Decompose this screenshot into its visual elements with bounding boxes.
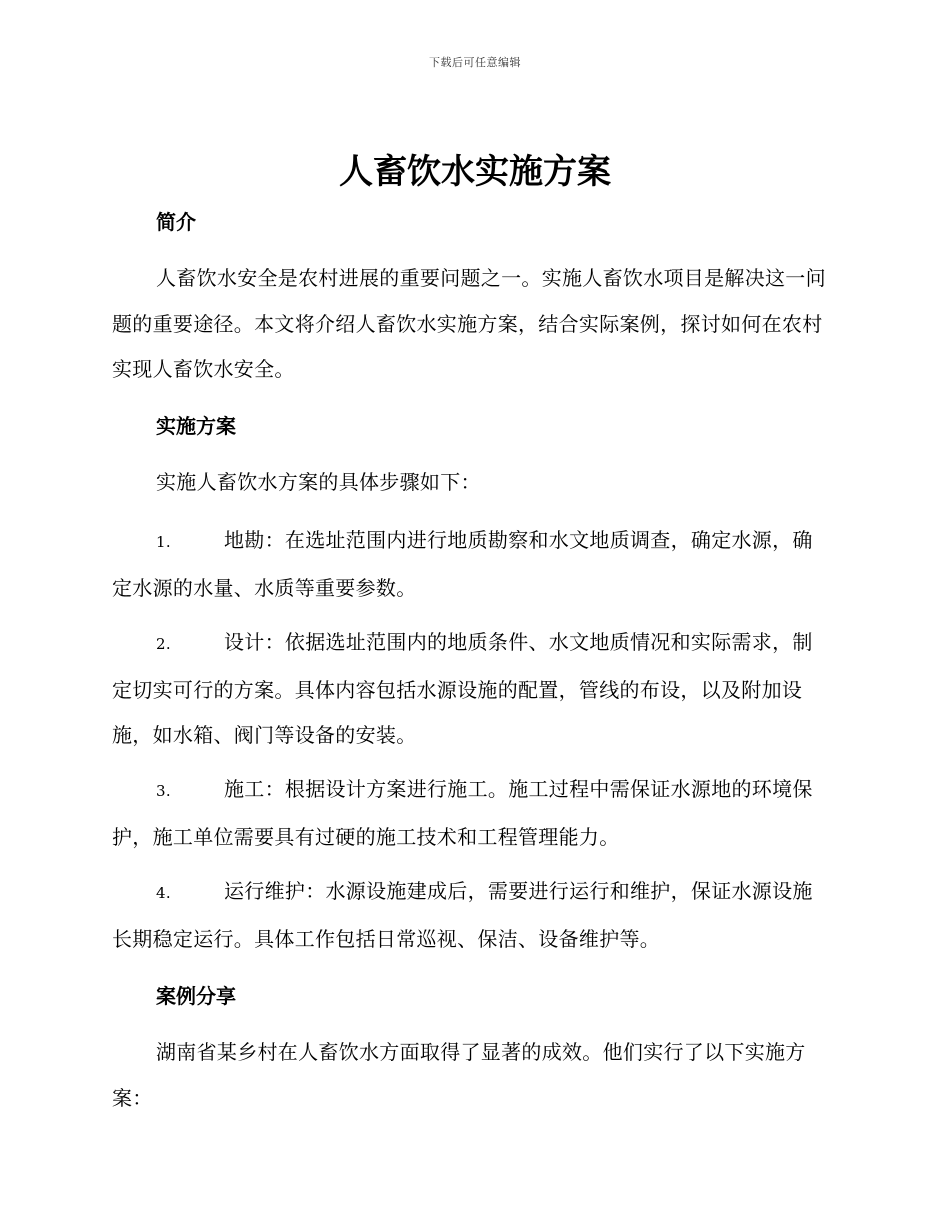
list-item (112, 518, 832, 611)
list-item-text: 地勘：在选址范围内进行地质勘察和水文地质调查，确定水源，确定水源的水量、水质等重要参数。 (112, 528, 813, 600)
plan-intro-paragraph: 实施人畜饮水方案的具体步骤如下： (156, 470, 481, 494)
section-heading-case: 案例分享 (156, 984, 236, 1008)
list-item-number: 3. (156, 782, 171, 800)
intro-paragraph: 人畜饮水安全是农村进展的重要问题之一。实施人畜饮水项目是解决这一问题的重要途径。本文将介绍人畜饮水实施方案，结合实际案例，探讨如何在农村实现人畜饮水安全。 (112, 266, 826, 381)
list-item (112, 869, 832, 962)
list-item (112, 620, 832, 759)
list-item-text: 设计：依据选址范围内的地质条件、水文地质情况和实际需求，制定切实可行的方案。具体内容包括水源设施的配置，管线的布设，以及附加设施，如水箱、阀门等设备的安装。 (112, 630, 813, 747)
list-item-number: 4. (156, 884, 171, 902)
list-item-number: 1. (156, 533, 171, 551)
section-heading-plan: 实施方案 (156, 414, 236, 438)
page-header-note: 下载后可任意编辑 (429, 56, 521, 69)
document-title: 人畜饮水实施方案 (339, 152, 611, 192)
case-paragraph: 湖南省某乡村在人畜饮水方面取得了显著的成效。他们实行了以下实施方案： (112, 1040, 806, 1110)
list-item-number: 2. (156, 635, 171, 653)
list-item-text: 运行维护：水源设施建成后，需要进行运行和维护，保证水源设施长期稳定运行。具体工作包括日常巡视、保洁、设备维护等。 (112, 879, 813, 951)
section-heading-intro: 简介 (156, 210, 196, 234)
list-item-text: 施工：根据设计方案进行施工。施工过程中需保证水源地的环境保护，施工单位需要具有过硬的施工技术和工程管理能力。 (112, 777, 813, 849)
list-item (112, 767, 832, 860)
